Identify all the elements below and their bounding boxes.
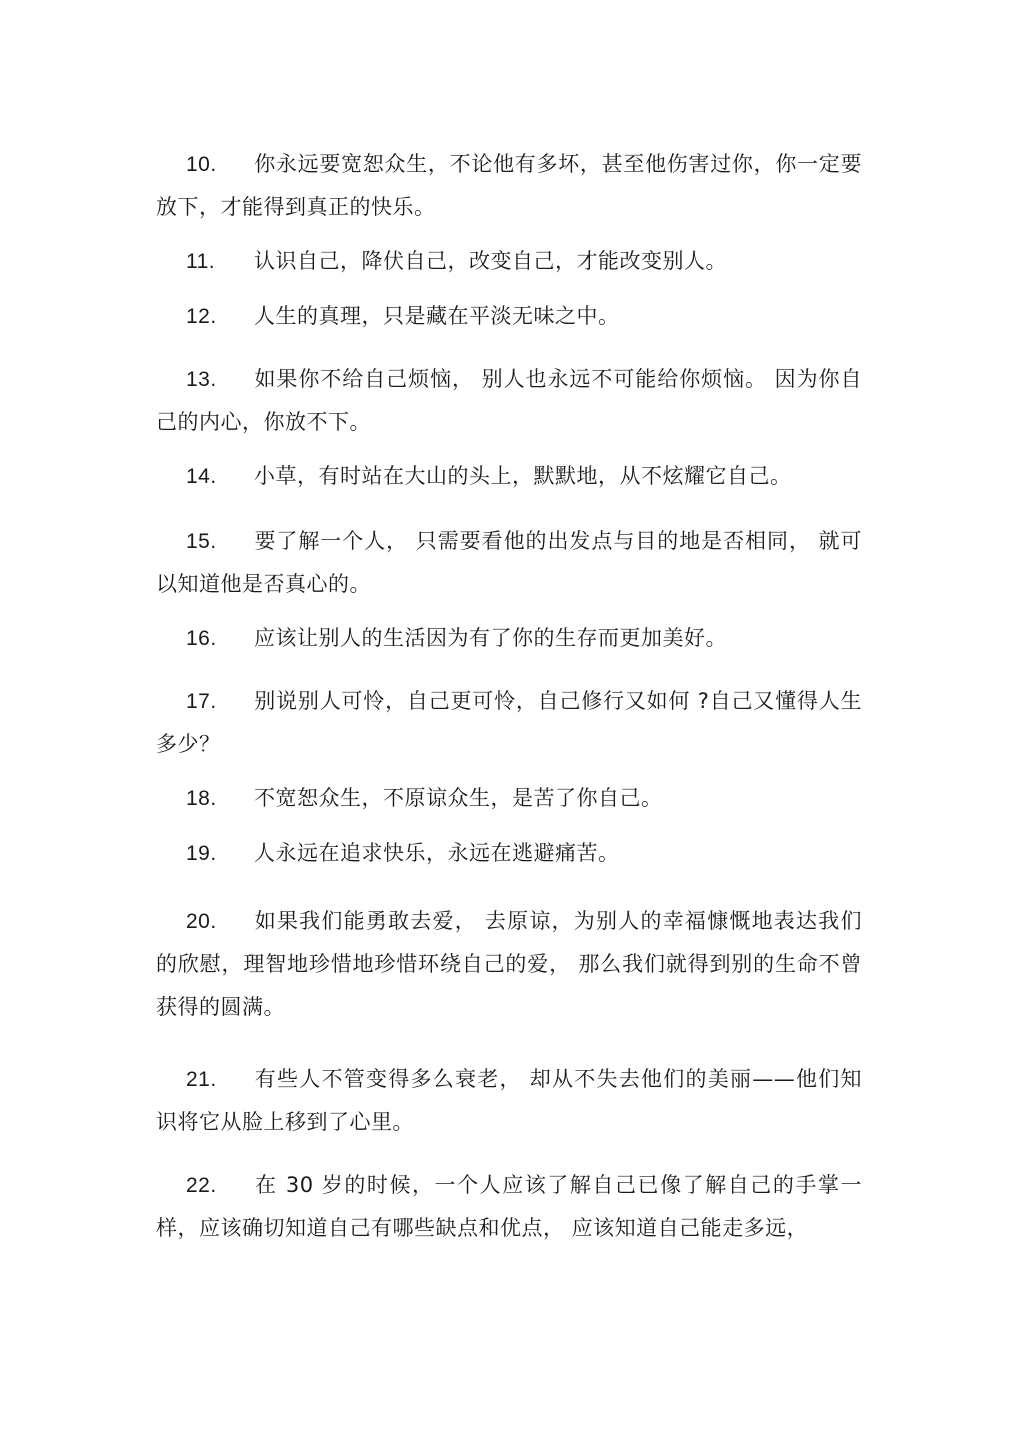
list-item	[156, 520, 862, 606]
list-item	[156, 240, 862, 283]
item-text: 有些人不管变得多么衰老， 却从不失去他们的美丽——他们知识将它从脸上移到了心里。	[156, 1067, 862, 1134]
item-text: 你永远要宽恕众生，不论他有多坏，甚至他伤害过你，你一定要放下，才能得到真正的快乐。	[156, 152, 862, 219]
list-item	[156, 1058, 862, 1144]
item-number: 14.	[186, 465, 217, 488]
item-text: 应该让别人的生活因为有了你的生存而更加美好。	[254, 626, 727, 650]
item-text: 如果我们能勇敢去爱， 去原谅，为别人的幸福慷慨地表达我们的欣慰，理智地珍惜地珍惜环绕自己的爱， 那么我们就得到别的生命不曾获得的圆满。	[156, 909, 862, 1019]
item-text: 如果你不给自己烦恼， 别人也永远不可能给你烦恼。 因为你自己的内心，你放不下。	[156, 367, 862, 434]
item-text: 人永远在追求快乐，永远在逃避痛苦。	[254, 841, 620, 865]
item-number: 19.	[186, 842, 217, 865]
item-text: 人生的真理，只是藏在平淡无味之中。	[254, 304, 620, 328]
item-number: 13.	[186, 368, 217, 391]
item-number: 16.	[186, 627, 217, 650]
item-number: 17.	[186, 690, 217, 713]
item-number: 10.	[186, 153, 217, 176]
list-item	[156, 455, 862, 498]
list-item	[156, 1164, 862, 1250]
list-item	[156, 358, 862, 444]
list-item	[156, 777, 862, 820]
list-item	[156, 832, 862, 875]
list-item	[156, 680, 862, 766]
item-number: 20.	[186, 910, 217, 933]
list-item	[156, 143, 862, 229]
list-item	[156, 295, 862, 338]
item-text: 小草，有时站在大山的头上，默默地，从不炫耀它自己。	[254, 464, 792, 488]
item-text: 别说别人可怜，自己更可怜，自己修行又如何 ?自己又懂得人生多少？	[156, 689, 862, 756]
list-item	[156, 900, 862, 1029]
item-number: 21.	[186, 1068, 217, 1091]
item-text: 不宽恕众生，不原谅众生，是苦了你自己。	[254, 786, 663, 810]
item-number: 11.	[186, 250, 216, 273]
list-item	[156, 617, 862, 660]
item-number: 18.	[186, 787, 217, 810]
item-text: 在 30 岁的时候，一个人应该了解自己已像了解自己的手掌一样，应该确切知道自己有哪些缺点和优点， 应该知道自己能走多远，	[156, 1173, 862, 1240]
item-number: 15.	[186, 530, 217, 553]
item-number: 22.	[186, 1174, 217, 1197]
item-text: 认识自己，降伏自己，改变自己，才能改变别人。	[254, 249, 727, 273]
item-number: 12.	[186, 305, 217, 328]
item-text: 要了解一个人， 只需要看他的出发点与目的地是否相同， 就可以知道他是否真心的。	[156, 529, 862, 596]
